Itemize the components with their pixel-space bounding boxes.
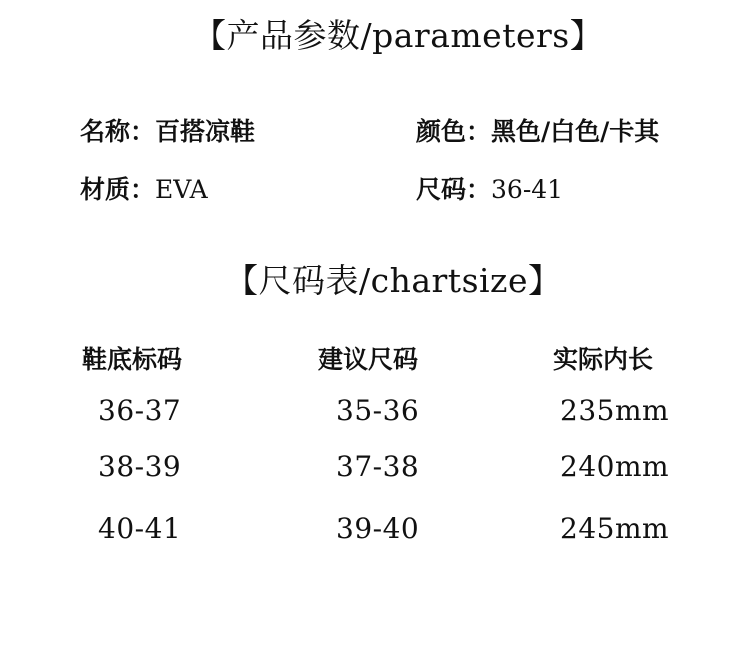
- table-cell: 235mm: [560, 394, 670, 427]
- material-label: 材质：: [80, 175, 156, 204]
- table-cell: 240mm: [560, 450, 670, 483]
- table-cell: 39-40: [336, 512, 420, 545]
- header-sole-size: 鞋底标码: [82, 345, 183, 374]
- size-label: 尺码：: [416, 175, 492, 204]
- header-inner-length: 实际内长: [553, 345, 654, 374]
- size-value: 36-41: [491, 175, 564, 204]
- color-field: [416, 112, 659, 148]
- chartsize-title: 【尺码表/chartsize】: [225, 261, 562, 300]
- table-cell: 36-37: [98, 394, 182, 427]
- table-cell: 38-39: [98, 450, 182, 483]
- color-value: 黑色/白色/卡其: [491, 117, 660, 146]
- name-value: 百搭凉鞋: [155, 117, 256, 146]
- name-field: [80, 112, 255, 148]
- table-cell: 245mm: [560, 512, 670, 545]
- parameters-title: 【产品参数/parameters】: [193, 16, 604, 55]
- material-field: [80, 170, 208, 206]
- color-label: 颜色：: [416, 117, 492, 146]
- name-label: 名称：: [80, 117, 156, 146]
- header-suggested-size: 建议尺码: [318, 345, 419, 374]
- table-cell: 35-36: [336, 394, 420, 427]
- size-field: [416, 170, 563, 206]
- table-cell: 40-41: [98, 512, 182, 545]
- table-cell: 37-38: [336, 450, 420, 483]
- material-value: EVA: [155, 175, 208, 204]
